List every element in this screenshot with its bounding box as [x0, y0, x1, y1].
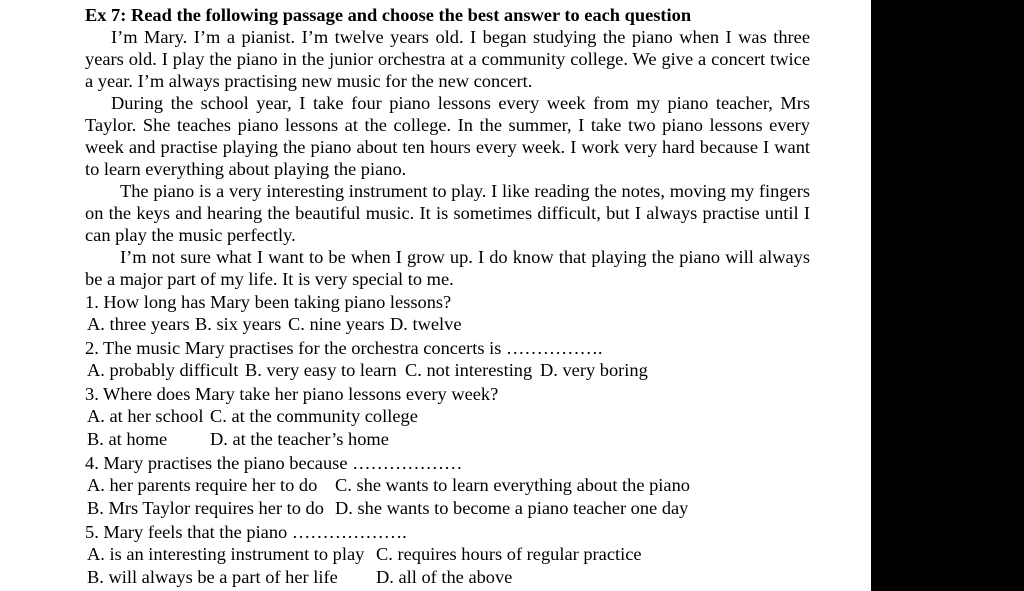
passage-paragraph-1: I’m Mary. I’m a pianist. I’m twelve years old. I began studying the piano when I was three years old. I play the piano in the junior orchestra at a community college. We give a concert twice a year. I’m always practising new music for the new concert.: [85, 27, 810, 91]
right-black-margin: [871, 0, 1024, 591]
q5-option-d: D. all of the above: [376, 567, 513, 587]
q2-option-a: A. probably difficult: [87, 360, 239, 380]
question-2-stem: 2. The music Mary practises for the orchestra concerts is …………….: [85, 338, 603, 358]
reading-exercise: [85, 4, 810, 589]
passage-paragraph-3: The piano is a very interesting instrument to play. I like reading the notes, moving my fingers on the keys and hearing the beautiful music. It is sometimes difficult, but I always practise until I can play the music perfectly.: [85, 181, 810, 245]
question-1-options: [85, 313, 810, 336]
question-5-stem: 5. Mary feels that the piano ……………….: [85, 522, 407, 542]
q5-option-c: C. requires hours of regular practice: [376, 544, 642, 564]
question-5-options-row-1: [85, 543, 810, 566]
question-1-stem: 1. How long has Mary been taking piano lessons?: [85, 292, 452, 312]
question-3-options-row-2: [85, 428, 810, 451]
question-3-options-row-1: [85, 405, 810, 428]
q4-option-c: C. she wants to learn everything about the piano: [335, 475, 690, 495]
q4-option-d: D. she wants to become a piano teacher one day: [335, 498, 689, 518]
q5-option-b: B. will always be a part of her life: [87, 567, 338, 587]
question-2-options: [85, 359, 810, 382]
question-5-options-row-2: [85, 566, 810, 589]
q2-option-c: C. not interesting: [405, 360, 533, 380]
question-4-stem: 4. Mary practises the piano because ………………: [85, 453, 463, 473]
question-4-options-row-1: [85, 474, 810, 497]
passage-paragraph-2: During the school year, I take four piano lessons every week from my piano teacher, Mrs Taylor. She teaches piano lessons at the college. In the summer, I take two piano lessons every week and practise playing the piano about ten hours every week. I work very hard because I want to learn everything about playing the piano.: [85, 93, 810, 179]
q3-option-c: C. at the community college: [210, 406, 418, 426]
q1-option-a: A. three years: [87, 314, 190, 334]
question-4-options-row-2: [85, 497, 810, 520]
q2-option-d: D. very boring: [540, 360, 648, 380]
exercise-title: Ex 7: Read the following passage and choose the best answer to each question: [85, 5, 692, 25]
q1-option-c: C. nine years: [288, 314, 385, 334]
q3-option-b: B. at home: [87, 429, 168, 449]
q5-option-a: A. is an interesting instrument to play: [87, 544, 365, 564]
passage-paragraph-4: I’m not sure what I want to be when I grow up. I do know that playing the piano will always be a major part of my life. It is very special to me.: [85, 247, 810, 289]
q3-option-a: A. at her school: [87, 406, 204, 426]
q4-option-b: B. Mrs Taylor requires her to do: [87, 498, 324, 518]
question-3-stem: 3. Where does Mary take her piano lessons every week?: [85, 384, 499, 404]
q1-option-b: B. six years: [195, 314, 282, 334]
q1-option-d: D. twelve: [390, 314, 462, 334]
q4-option-a: A. her parents require her to do: [87, 475, 318, 495]
q2-option-b: B. very easy to learn: [245, 360, 397, 380]
q3-option-d: D. at the teacher’s home: [210, 429, 389, 449]
